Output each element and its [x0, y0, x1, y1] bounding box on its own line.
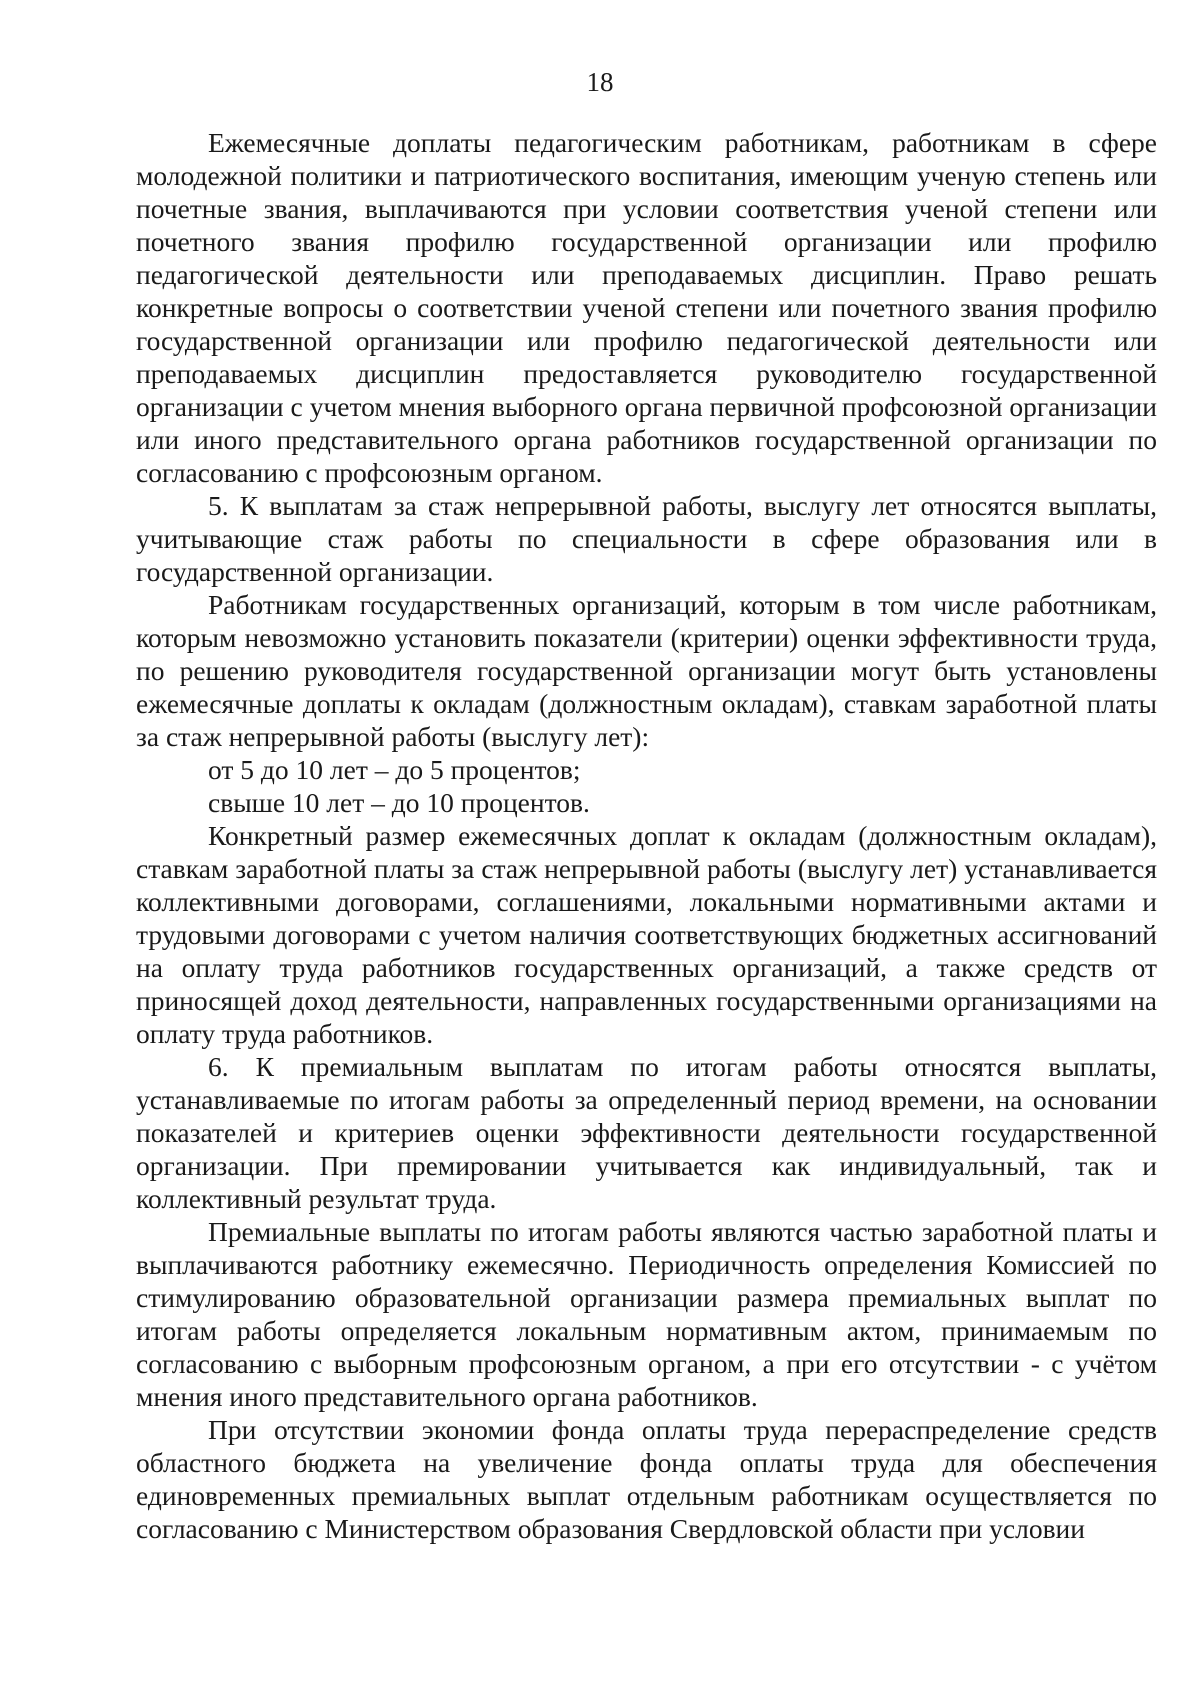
- list-item-over-10-years: свыше 10 лет – до 10 процентов.: [208, 787, 590, 818]
- paragraph-seniority-surcharges: Работникам государственных организаций, которым в том числе работникам, которым невозможно установить показатели (критерии) оценки эффективности труда, по решению руководителя государственной организации могут быть установлены ежемесячные доплаты к окладам (должностным окладам), ставкам заработной платы за стаж непрерывной работы (выслугу лет):: [136, 589, 1157, 752]
- paragraph-academic-degree-bonuses: Ежемесячные доплаты педагогическим работникам, работникам в сфере молодежной политики и патриотического воспитания, имеющим ученую степень или почетные звания, выплачиваются при условии соответствия ученой степени или почетного звания профилю государственной организации или профилю педагогической деятельности или преподаваемых дисциплин. Право решать конкретные вопросы о соответствии ученой степени или почетного звания профилю государственной организации или профилю педагогической деятельности или преподаваемых дисциплин предоставляется руководителю государственной организации с учетом мнения выборного органа первичной профсоюзной организации или иного представительного органа работников государственной организации по согласованию с профсоюзным органом.: [136, 127, 1157, 488]
- paragraph-budget-redistribution: При отсутствии экономии фонда оплаты труда перераспределение средств областного бюджета на увеличение фонда оплаты труда для обеспечения единовременных премиальных выплат отдельным работникам осуществляется по согласованию с Министерством образования Свердловской области при условии: [136, 1414, 1157, 1544]
- page-number: 18: [586, 67, 614, 97]
- paragraph-monthly-bonuses: Премиальные выплаты по итогам работы являются частью заработной платы и выплачиваются работнику ежемесячно. Периодичность определения Комиссией по стимулированию образовательной организации размера премиальных выплат по итогам работы определяется локальным нормативным актом, принимаемым по согласованию с выборным профсоюзным органом, а при его отсутствии - с учётом мнения иного представительного органа работников.: [136, 1216, 1157, 1412]
- document-body: [136, 126, 1157, 1545]
- paragraph-item-6-bonus-payments: 6. К премиальным выплатам по итогам работы относятся выплаты, устанавливаемые по итогам работы за определенный период времени, на основании показателей и критериев оценки эффективности деятельности государственной организации. При премировании учитывается как индивидуальный, так и коллективный результат труда.: [136, 1051, 1157, 1214]
- paragraph-item-5-seniority-payments: 5. К выплатам за стаж непрерывной работы, выслугу лет относятся выплаты, учитывающие стаж работы по специальности в сфере образования или в государственной организации.: [136, 490, 1157, 587]
- list-item-5-to-10-years: от 5 до 10 лет – до 5 процентов;: [208, 754, 581, 785]
- paragraph-surcharge-amount: Конкретный размер ежемесячных доплат к окладам (должностным окладам), ставкам заработной платы за стаж непрерывной работы (выслугу лет) устанавливается коллективными договорами, соглашениями, локальными нормативными актами и трудовыми договорами с учетом наличия соответствующих бюджетных ассигнований на оплату труда работников государственных организаций, а также средств от приносящей доход деятельности, направленных государственными организациями на оплату труда работников.: [136, 820, 1157, 1049]
